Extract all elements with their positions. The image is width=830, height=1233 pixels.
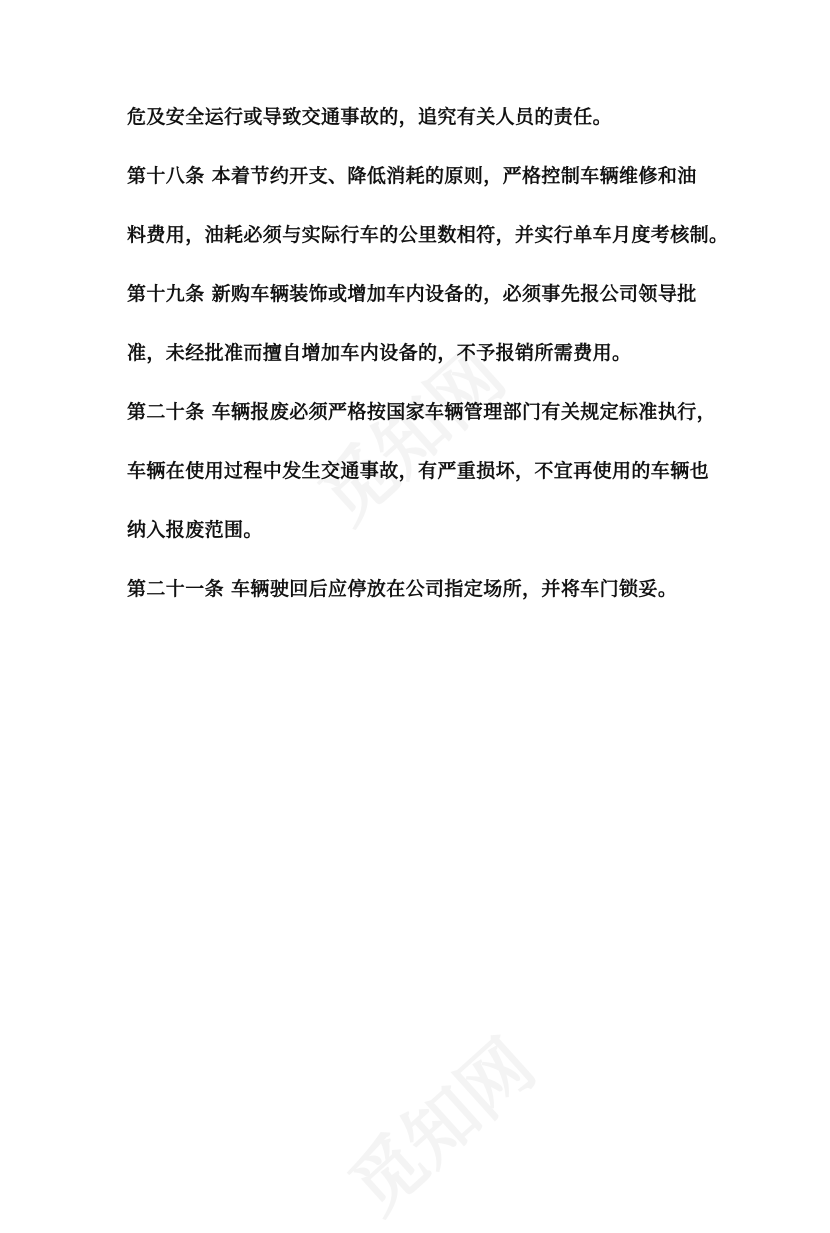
text-line-4: 第十九条 新购车辆装饰或增加车内设备的，必须事先报公司领导批 <box>127 283 697 305</box>
text-line-3: 料费用，油耗必须与实际行车的公里数相符，并实行单车月度考核制。 <box>127 224 729 246</box>
text-line-5: 准，未经批准而擅自增加车内设备的，不予报销所需费用。 <box>127 342 632 364</box>
text-line-7: 车辆在使用过程中发生交通事故，有严重损坏，不宜再使用的车辆也 <box>127 460 710 482</box>
text-line-2: 第十八条 本着节约开支、降低消耗的原则，严格控制车辆维修和油 <box>127 165 697 187</box>
text-line-1: 危及安全运行或导致交通事故的，追究有关人员的责任。 <box>127 106 613 128</box>
text-line-6: 第二十条 车辆报废必须严格按国家车辆管理部门有关规定标准执行， <box>127 401 717 423</box>
document-body <box>127 108 727 639</box>
text-line-8: 纳入报废范围。 <box>127 519 263 541</box>
watermark <box>323 1011 553 1233</box>
text-line-9: 第二十一条 车辆驶回后应停放在公司指定场所，并将车门锁妥。 <box>127 578 678 600</box>
